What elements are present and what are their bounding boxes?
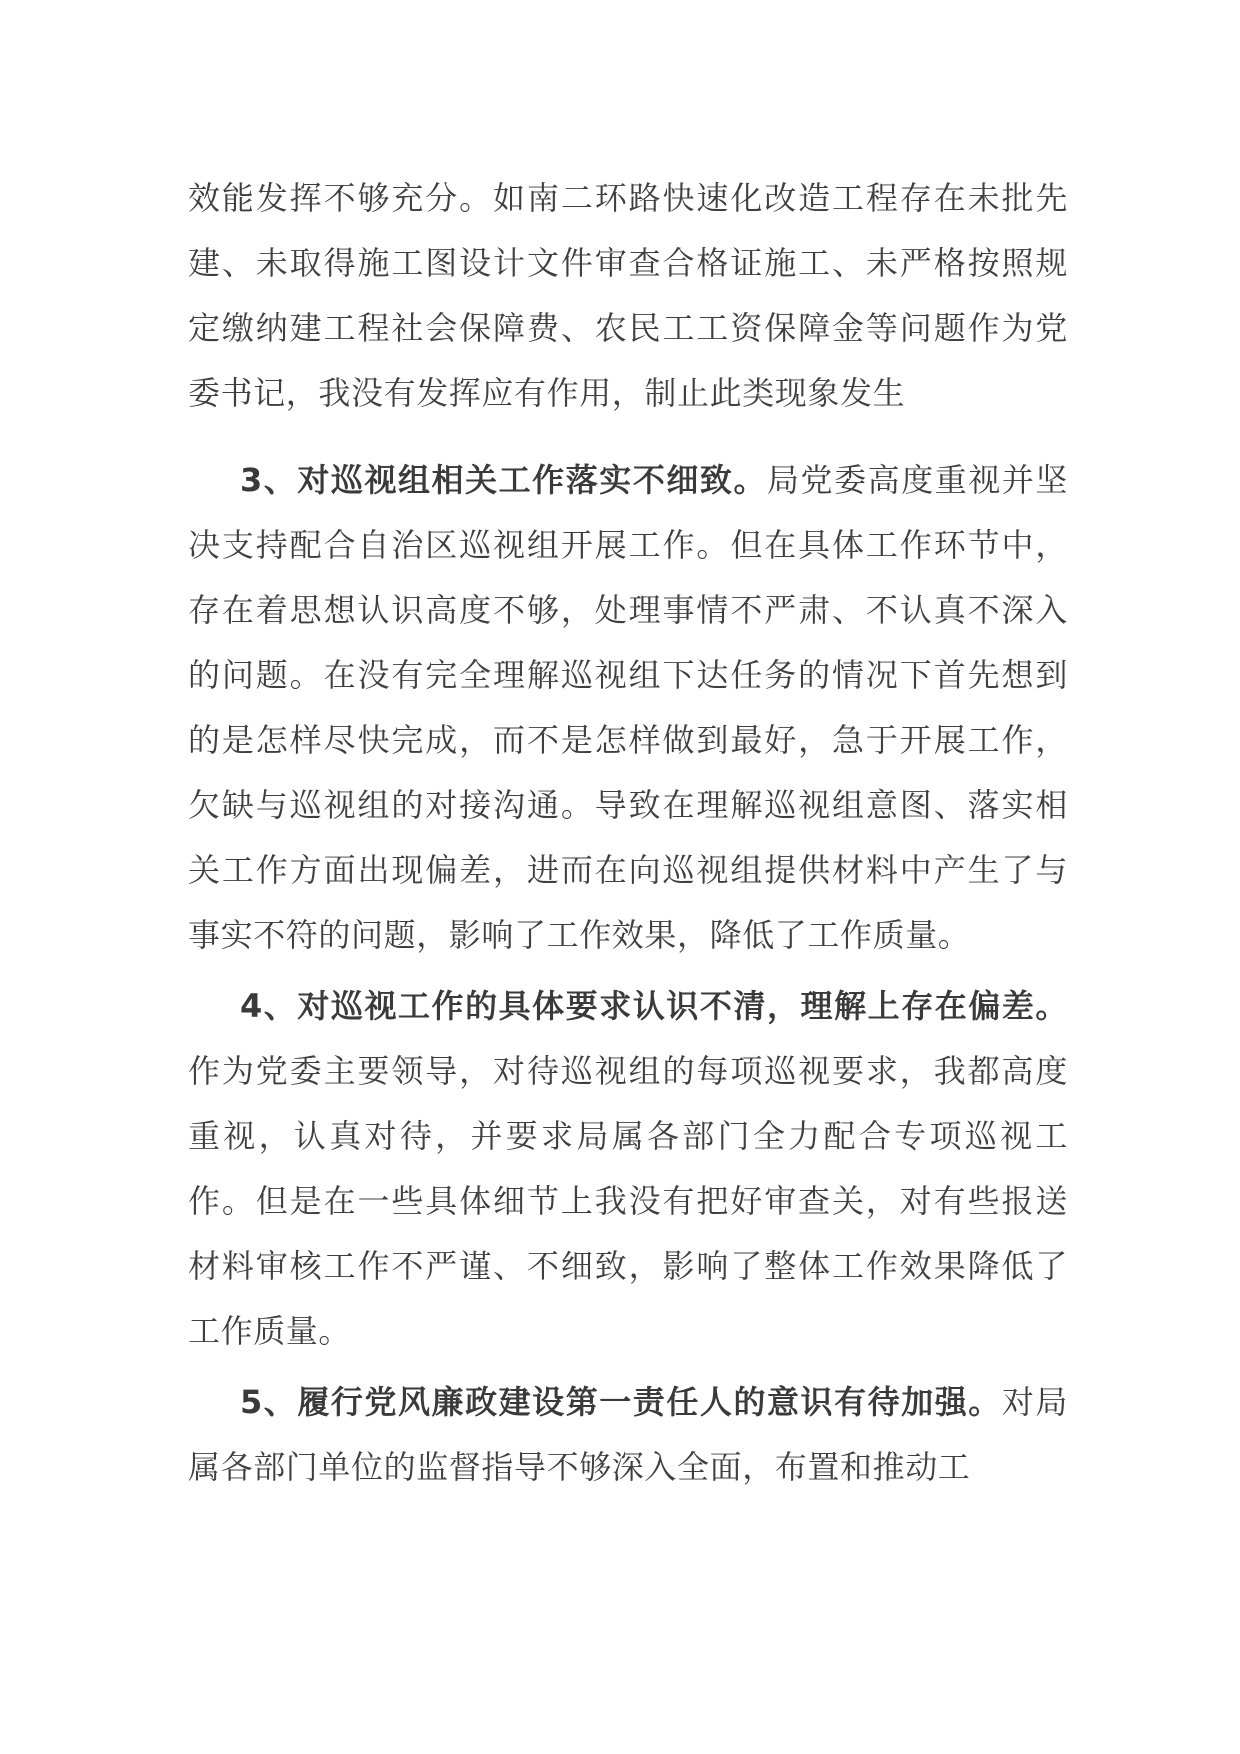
paragraph-text: 作为党委主要领导，对待巡视组的每项巡视要求，我都高度重视，认真对待，并要求局属各部门全力配合专项巡视工作。但是在一些具体细节上我没有把好审查关，对有些报送材料审核工作不严谨、不细致，影响了整体工作效果降低了工作质量。 [188, 1052, 1068, 1350]
paragraph-text: 效能发挥不够充分。如南二环路快速化改造工程存在未批先建、未取得施工图设计文件审查合格证施工、未严格按照规定缴纳建工程社会保障费、农民工工资保障金等问题作为党委书记，我没有发挥应有作用，制止此类现象发生 [188, 179, 1068, 412]
paragraph-item-3 [188, 448, 1068, 968]
paragraph-text: 对局属各部门单位的监督指导不够深入全面，布置和推动工 [188, 1383, 1068, 1486]
paragraph-heading: 5、履行党风廉政建设第一责任人的意识有待加强。 [240, 1383, 1002, 1421]
paragraph-heading: 4、对巡视工作的具体要求认识不清，理解上存在偏差。 [240, 987, 1068, 1025]
paragraph-item-5 [188, 1370, 1068, 1500]
paragraph-continuation [188, 166, 1068, 426]
document-body [188, 166, 1068, 1500]
paragraph-item-4 [188, 974, 1068, 1364]
paragraph-heading: 3、对巡视组相关工作落实不细致。 [240, 461, 768, 499]
paragraph-text: 局党委高度重视并坚决支持配合自治区巡视组开展工作。但在具体工作环节中，存在着思想认识高度不够，处理事情不严肃、不认真不深入的问题。在没有完全理解巡视组下达任务的情况下首先想到的是怎样尽快完成，而不是怎样做到最好，急于开展工作，欠缺与巡视组的对接沟通。导致在理解巡视组意图、落实相关工作方面出现偏差，进而在向巡视组提供材料中产生了与事实不符的问题，影响了工作效果，降低了工作质量。 [188, 461, 1068, 954]
